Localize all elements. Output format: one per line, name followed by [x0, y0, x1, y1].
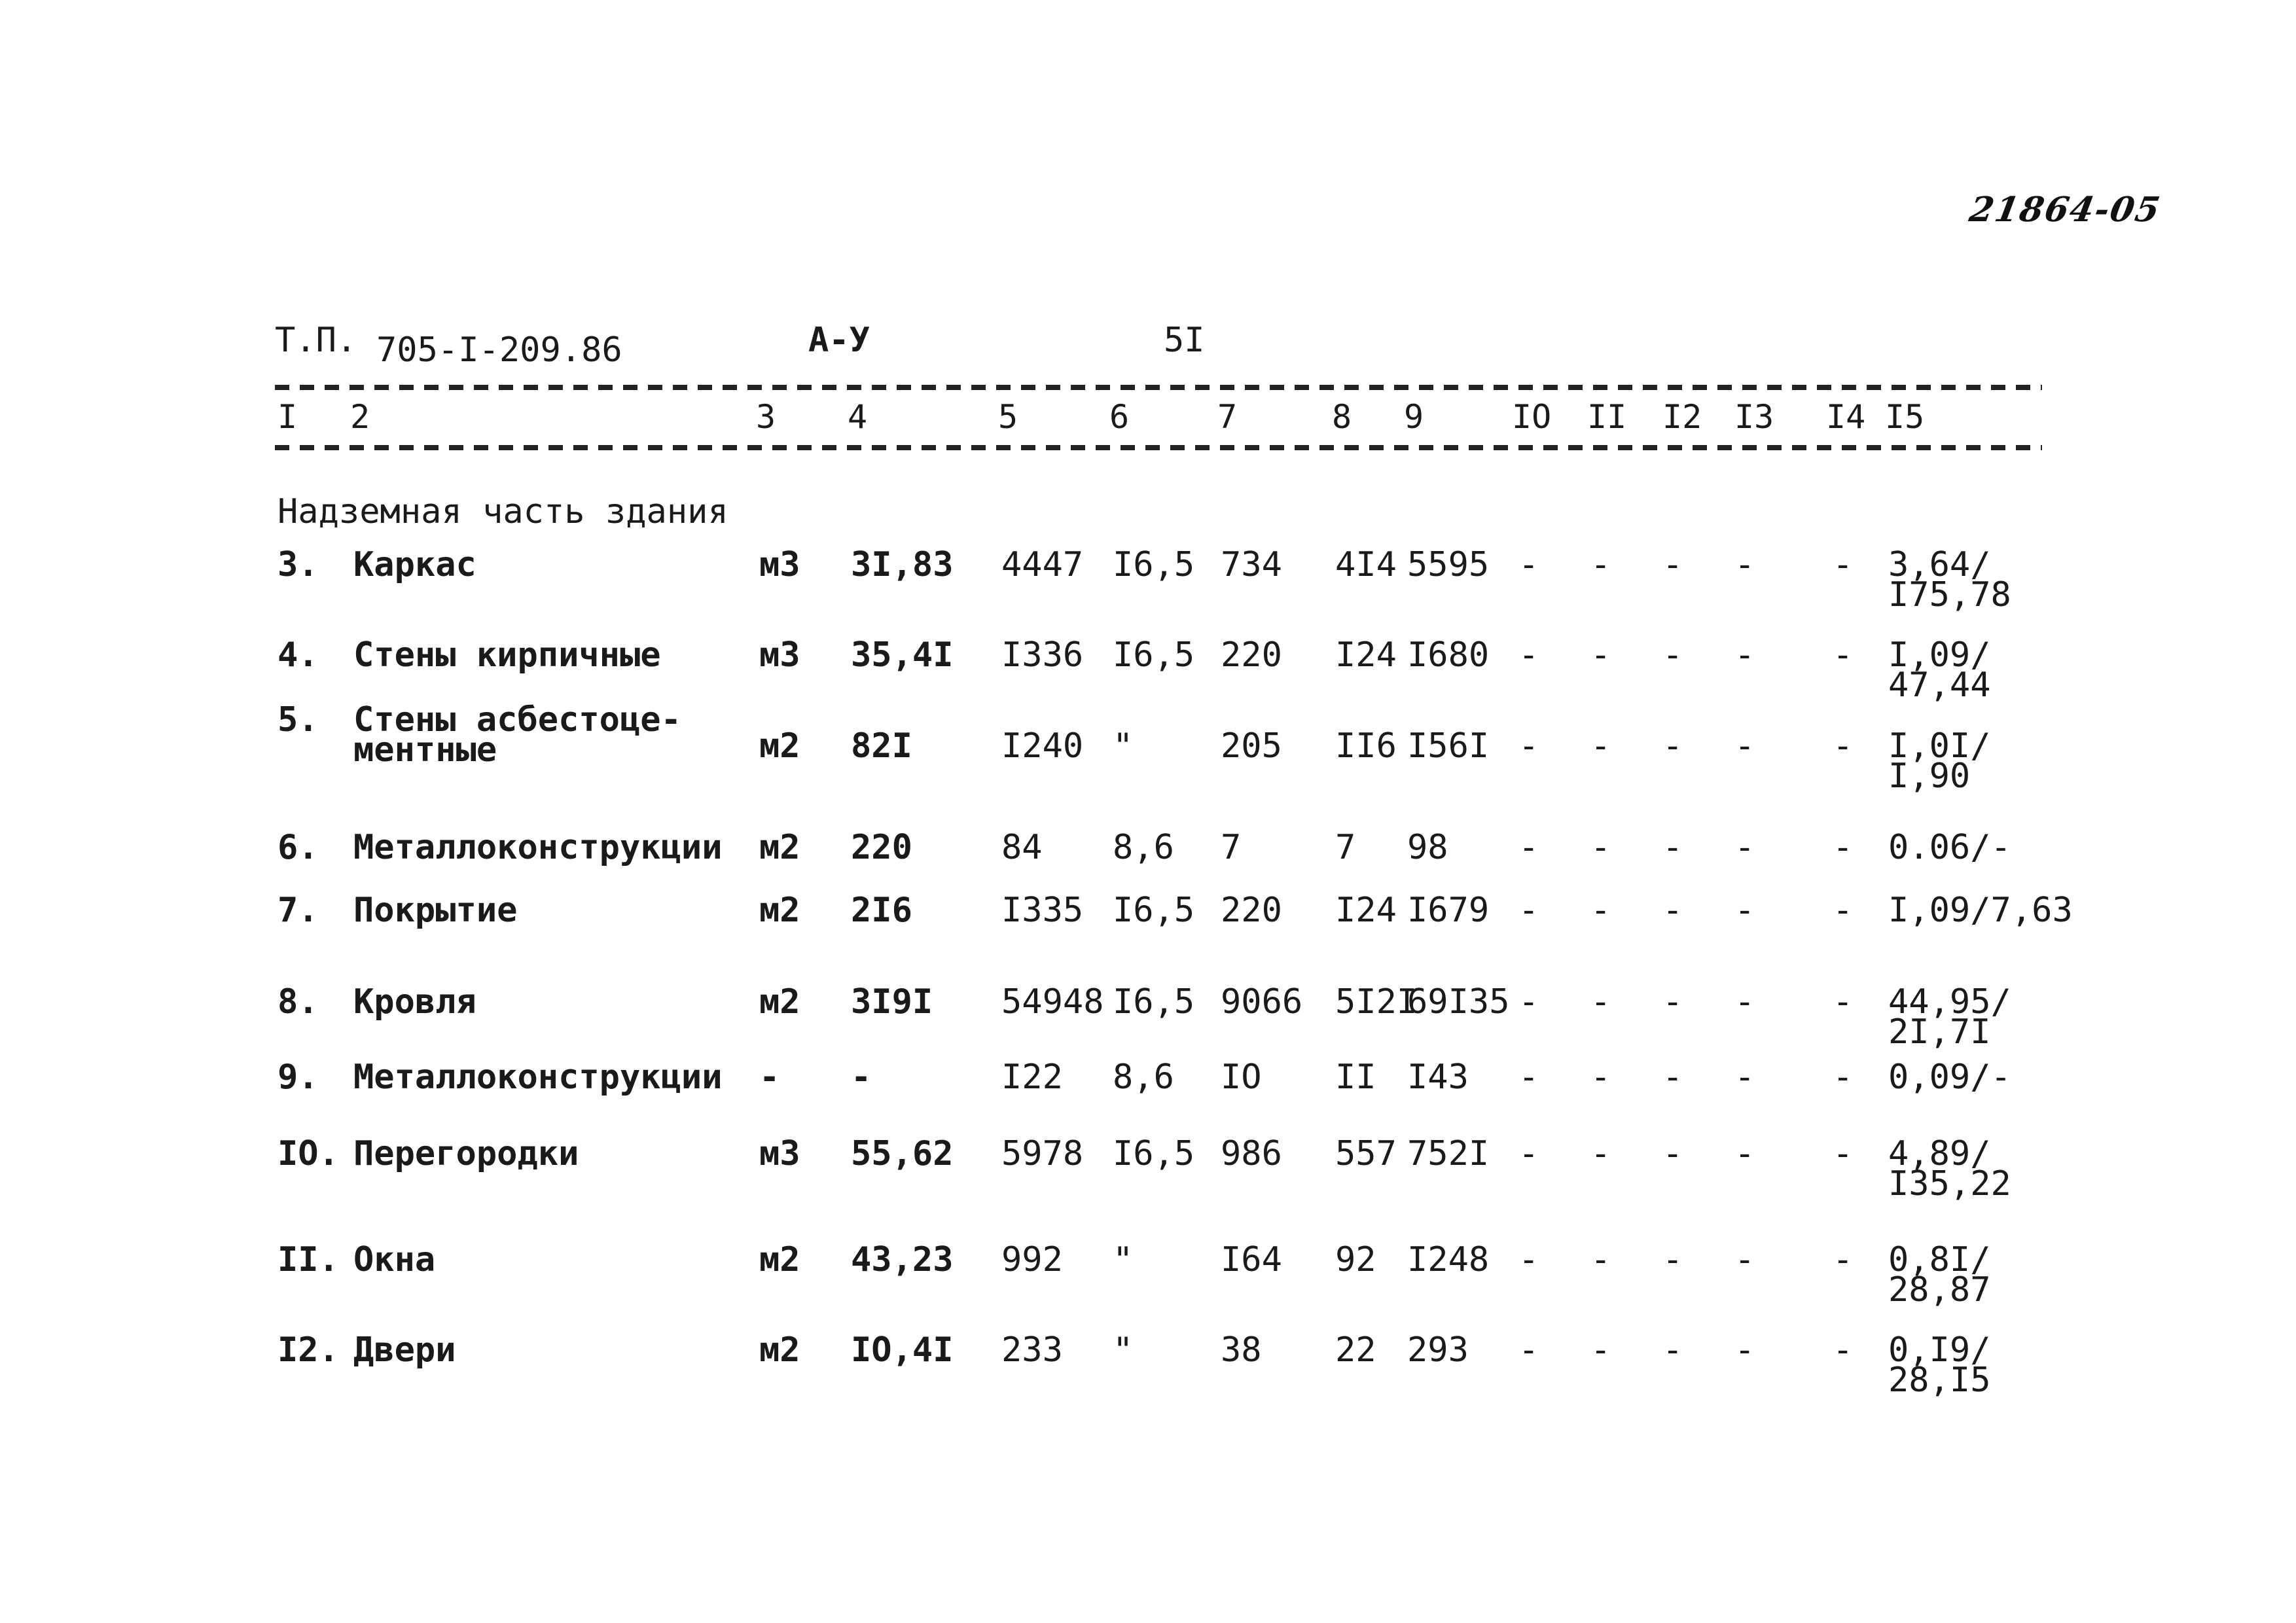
cell-c5: I22 [1001, 1058, 1063, 1097]
cell-c10: - [1518, 1134, 1539, 1173]
column-number: I4 [1826, 398, 1866, 436]
cell-c15: 2I,7I [1888, 1012, 1991, 1052]
cell-c7: 7 [1221, 828, 1242, 867]
cell-c13: - [1734, 1134, 1755, 1173]
cell-c10: - [1518, 982, 1539, 1022]
row-name: Каркас [353, 545, 476, 584]
row-unit: - [759, 1058, 780, 1097]
cell-c15: 28,I5 [1888, 1361, 1991, 1400]
dashed-rule-top [275, 385, 2042, 390]
cell-c6: I6,5 [1113, 1134, 1195, 1173]
cell-c8: II [1335, 1058, 1376, 1097]
cell-c15: 3,64/ [1888, 545, 1991, 584]
row-number: 5. [278, 700, 319, 740]
cell-c4: 55,62 [851, 1134, 954, 1173]
column-number: 5 [998, 398, 1018, 436]
cell-c11: - [1590, 1330, 1611, 1370]
cell-c10: - [1518, 635, 1539, 675]
row-number: 8. [278, 982, 319, 1022]
cell-c9: I43 [1407, 1058, 1469, 1097]
cell-c12: - [1662, 726, 1683, 766]
cell-c14: - [1833, 635, 1854, 675]
cell-c6: 8,6 [1113, 828, 1174, 867]
cell-c6: I6,5 [1113, 891, 1195, 930]
row-name: Кровля [353, 982, 476, 1022]
section-title: Надземная часть здания [278, 492, 728, 531]
cell-c14: - [1833, 828, 1854, 867]
column-number: I5 [1885, 398, 1925, 436]
cell-c11: - [1590, 1240, 1611, 1279]
row-number: 9. [278, 1058, 319, 1097]
cell-c7: 986 [1221, 1134, 1282, 1173]
row-unit: м2 [759, 1240, 800, 1279]
dashed-rule-bottom [275, 445, 2042, 450]
cell-c8: 5I2I [1335, 982, 1418, 1022]
cell-c10: - [1518, 828, 1539, 867]
cell-c5: 5978 [1001, 1134, 1084, 1173]
cell-c9: I680 [1407, 635, 1490, 675]
cell-c5: 233 [1001, 1330, 1063, 1370]
row-number: II. [278, 1240, 339, 1279]
cell-c7: IO [1221, 1058, 1262, 1097]
column-number: II [1587, 398, 1627, 436]
row-number: 4. [278, 635, 319, 675]
cell-c7: 734 [1221, 545, 1282, 584]
cell-c7: 220 [1221, 635, 1282, 675]
cell-c15: I35,22 [1888, 1164, 2011, 1204]
cell-c12: - [1662, 982, 1683, 1022]
cell-c9: I248 [1407, 1240, 1490, 1279]
cell-c12: - [1662, 1240, 1683, 1279]
row-name: Стены кирпичные [353, 635, 661, 675]
row-name: Двери [353, 1330, 456, 1370]
row-unit: м3 [759, 635, 800, 675]
cell-c13: - [1734, 1240, 1755, 1279]
cell-c6: " [1113, 1240, 1134, 1279]
cell-c12: - [1662, 1330, 1683, 1370]
cell-c6: I6,5 [1113, 635, 1195, 675]
cell-c5: 992 [1001, 1240, 1063, 1279]
cell-c13: - [1734, 828, 1755, 867]
cell-c7: I64 [1221, 1240, 1282, 1279]
row-unit: м3 [759, 545, 800, 584]
cell-c15: I,09/ [1888, 635, 1991, 675]
cell-c8: I24 [1335, 635, 1397, 675]
cell-c8: II6 [1335, 726, 1397, 766]
row-unit: м3 [759, 1134, 800, 1173]
cell-c12: - [1662, 545, 1683, 584]
cell-c9: I679 [1407, 891, 1490, 930]
cell-c14: - [1833, 982, 1854, 1022]
cell-c11: - [1590, 1058, 1611, 1097]
cell-c12: - [1662, 1058, 1683, 1097]
cell-c13: - [1734, 635, 1755, 675]
cell-c8: 22 [1335, 1330, 1376, 1370]
row-number: 3. [278, 545, 319, 584]
cell-c14: - [1833, 1058, 1854, 1097]
cell-c4: 220 [851, 828, 912, 867]
cell-c4: 3I9I [851, 982, 933, 1022]
row-unit: м2 [759, 891, 800, 930]
row-number: 6. [278, 828, 319, 867]
cell-c15: I,90 [1888, 757, 1971, 796]
cell-c8: 557 [1335, 1134, 1397, 1173]
column-number: 2 [350, 398, 370, 436]
cell-c9: 69I35 [1407, 982, 1510, 1022]
row-number: I2. [278, 1330, 339, 1370]
row-name: Покрытие [353, 891, 518, 930]
cell-c5: I336 [1001, 635, 1084, 675]
cell-c7: 9066 [1221, 982, 1303, 1022]
column-number: IO [1512, 398, 1552, 436]
row-unit: м2 [759, 726, 800, 766]
cell-c7: 220 [1221, 891, 1282, 930]
cell-c15: I75,78 [1888, 575, 2011, 615]
cell-c9: 98 [1407, 828, 1448, 867]
column-number: I3 [1734, 398, 1774, 436]
cell-c6: 8,6 [1113, 1058, 1174, 1097]
column-number: I2 [1662, 398, 1702, 436]
row-unit: м2 [759, 982, 800, 1022]
row-name: Стены асбестоце- [353, 700, 681, 740]
cell-c12: - [1662, 1134, 1683, 1173]
cell-c8: 4I4 [1335, 545, 1397, 584]
cell-c9: I56I [1407, 726, 1490, 766]
column-number: 4 [848, 398, 868, 436]
project-prefix: Т.П. [275, 321, 357, 360]
cell-c10: - [1518, 1330, 1539, 1370]
row-unit: м2 [759, 1330, 800, 1370]
cell-c12: - [1662, 635, 1683, 675]
cell-c14: - [1833, 1134, 1854, 1173]
cell-c11: - [1590, 828, 1611, 867]
cell-c6: " [1113, 726, 1134, 766]
cell-c14: - [1833, 726, 1854, 766]
cell-c11: - [1590, 635, 1611, 675]
column-number: I [278, 398, 298, 436]
row-name: Металлоконструкции [353, 828, 723, 867]
cell-c11: - [1590, 982, 1611, 1022]
row-name: ментные [353, 730, 497, 770]
cell-c5: 4447 [1001, 545, 1084, 584]
cell-c13: - [1734, 545, 1755, 584]
cell-c4: 35,4I [851, 635, 954, 675]
cell-c5: 84 [1001, 828, 1043, 867]
section-code: А-У [808, 321, 870, 360]
row-unit: м2 [759, 828, 800, 867]
cell-c6: I6,5 [1113, 545, 1195, 584]
column-number: 9 [1404, 398, 1424, 436]
cell-c15: I,0I/ [1888, 726, 1991, 766]
cell-c10: - [1518, 891, 1539, 930]
cell-c9: 5595 [1407, 545, 1490, 584]
cell-c9: 293 [1407, 1330, 1469, 1370]
column-number: 8 [1332, 398, 1352, 436]
cell-c6: I6,5 [1113, 982, 1195, 1022]
cell-c14: - [1833, 891, 1854, 930]
cell-c13: - [1734, 891, 1755, 930]
cell-c10: - [1518, 545, 1539, 584]
cell-c4: 2I6 [851, 891, 912, 930]
cell-c5: I240 [1001, 726, 1084, 766]
cell-c12: - [1662, 828, 1683, 867]
project-number: 705-I-209.86 [376, 330, 622, 370]
cell-c10: - [1518, 726, 1539, 766]
cell-c4: 3I,83 [851, 545, 954, 584]
cell-c13: - [1734, 982, 1755, 1022]
cell-c9: 752I [1407, 1134, 1490, 1173]
cell-c11: - [1590, 545, 1611, 584]
row-name: Металлоконструкции [353, 1058, 723, 1097]
cell-c7: 38 [1221, 1330, 1262, 1370]
cell-c15: 0.06/- [1888, 828, 2011, 867]
cell-c4: 82I [851, 726, 912, 766]
column-number: 6 [1109, 398, 1130, 436]
cell-c8: 7 [1335, 828, 1356, 867]
cell-c8: I24 [1335, 891, 1397, 930]
cell-c10: - [1518, 1058, 1539, 1097]
row-name: Перегородки [353, 1134, 579, 1173]
cell-c14: - [1833, 1330, 1854, 1370]
cell-c15: 0,09/- [1888, 1058, 2011, 1097]
cell-c15: 28,87 [1888, 1270, 1991, 1310]
cell-c4: 43,23 [851, 1240, 954, 1279]
cell-c11: - [1590, 726, 1611, 766]
cell-c15: I,09/7,63 [1888, 891, 2073, 930]
cell-c15: 47,44 [1888, 666, 1991, 705]
cell-c5: 54948 [1001, 982, 1104, 1022]
row-name: Окна [353, 1240, 436, 1279]
row-number: IO. [278, 1134, 339, 1173]
cell-c13: - [1734, 1330, 1755, 1370]
cell-c6: " [1113, 1330, 1134, 1370]
cell-c11: - [1590, 891, 1611, 930]
column-number: 3 [756, 398, 776, 436]
cell-c13: - [1734, 726, 1755, 766]
cell-c5: I335 [1001, 891, 1084, 930]
cell-c7: 205 [1221, 726, 1282, 766]
cell-c15: 44,95/ [1888, 982, 2011, 1022]
cell-c15: 0,8I/ [1888, 1240, 1991, 1279]
row-number: 7. [278, 891, 319, 930]
cell-c12: - [1662, 891, 1683, 930]
cell-c4: - [851, 1058, 872, 1097]
cell-c8: 92 [1335, 1240, 1376, 1279]
cell-c14: - [1833, 1240, 1854, 1279]
page-number: 5I [1164, 321, 1205, 360]
cell-c11: - [1590, 1134, 1611, 1173]
handwritten-stamp: 21864-05 [1966, 190, 2164, 230]
cell-c13: - [1734, 1058, 1755, 1097]
cell-c10: - [1518, 1240, 1539, 1279]
cell-c14: - [1833, 545, 1854, 584]
cell-c15: 4,89/ [1888, 1134, 1991, 1173]
cell-c4: IO,4I [851, 1330, 954, 1370]
cell-c15: 0,I9/ [1888, 1330, 1991, 1370]
column-number: 7 [1217, 398, 1238, 436]
